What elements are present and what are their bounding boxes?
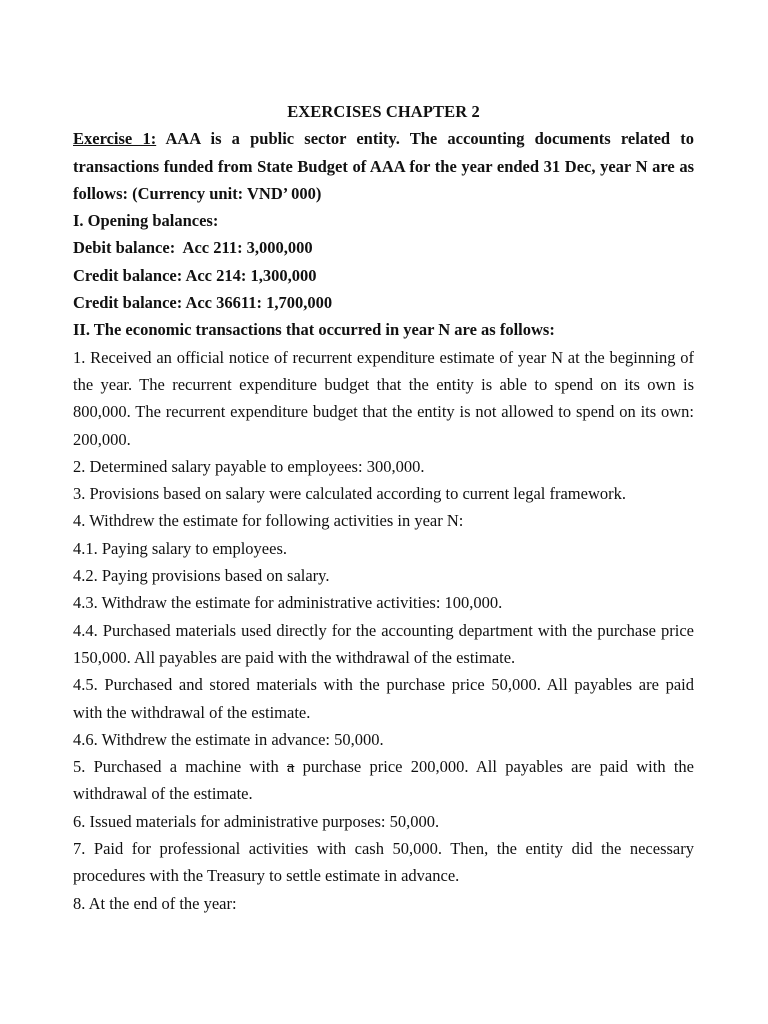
transaction-item: 4.1. Paying salary to employees.: [73, 538, 288, 558]
section-opening-balances-heading: I. Opening balances:: [73, 211, 219, 231]
transaction-item: 4.2. Paying provisions based on salary.: [73, 566, 330, 586]
exercise-intro-text: AAA is a public sector entity. The accounting documents related to transactions funded from State Budget of AAA for the year ended 31 Dec, year N are as follows: (Currency unit: VND’ 000): [73, 129, 694, 203]
transaction-item: 2. Determined salary payable to employees: 300,000.: [73, 456, 425, 476]
transaction-item: 6. Issued materials for administrative purposes: 50,000.: [73, 811, 440, 831]
exercise-label: Exercise 1:: [73, 129, 157, 149]
transaction-item: 4. Withdrew the estimate for following activities in year N:: [73, 511, 464, 531]
struck-word: a: [287, 757, 295, 777]
document-title: EXERCISES CHAPTER 2: [287, 102, 480, 121]
transaction-item: 1. Received an official notice of recurrent expenditure estimate of year N at the beginning of the year. The recurrent expenditure budget that the entity is able to spend on its own is 800,000. The recurrent expenditure budget that the entity is not allowed to spend on its own: 200,000.: [73, 347, 694, 449]
balance-line: Credit balance: Acc 36611: 1,700,000: [73, 293, 333, 313]
transaction-item: 7. Paid for professional activities with cash 50,000. Then, the entity did the necessary procedures with the Treasury to settle estimate in advance.: [73, 839, 694, 886]
transaction-5-end: purchase price 200,000. All payables are paid with the withdrawal of the estimate.: [73, 757, 694, 804]
balance-line: Credit balance: Acc 214: 1,300,000: [73, 265, 317, 285]
transaction-item: 4.5. Purchased and stored materials with the purchase price 50,000. All payables are paid with the withdrawal of the estimate.: [73, 675, 694, 722]
transaction-5-start: 5. Purchased a machine with: [73, 757, 288, 777]
transaction-item: 4.4. Purchased materials used directly for the accounting department with the purchase price 150,000. All payables are paid with the withdrawal of the estimate.: [73, 620, 694, 667]
transaction-item: 8. At the end of the year:: [73, 893, 237, 913]
transaction-item-5: [73, 753, 694, 808]
balance-line: Debit balance: Acc 211: 3,000,000: [73, 238, 313, 258]
transaction-item: 4.3. Withdraw the estimate for administrative activities: 100,000.: [73, 593, 503, 613]
section-transactions-heading: II. The economic transactions that occurred in year N are as follows:: [73, 320, 555, 340]
transaction-item: 4.6. Withdrew the estimate in advance: 50,000.: [73, 729, 384, 749]
transaction-item: 3. Provisions based on salary were calculated according to current legal framework.: [73, 484, 626, 504]
exercise-intro: [73, 125, 694, 207]
